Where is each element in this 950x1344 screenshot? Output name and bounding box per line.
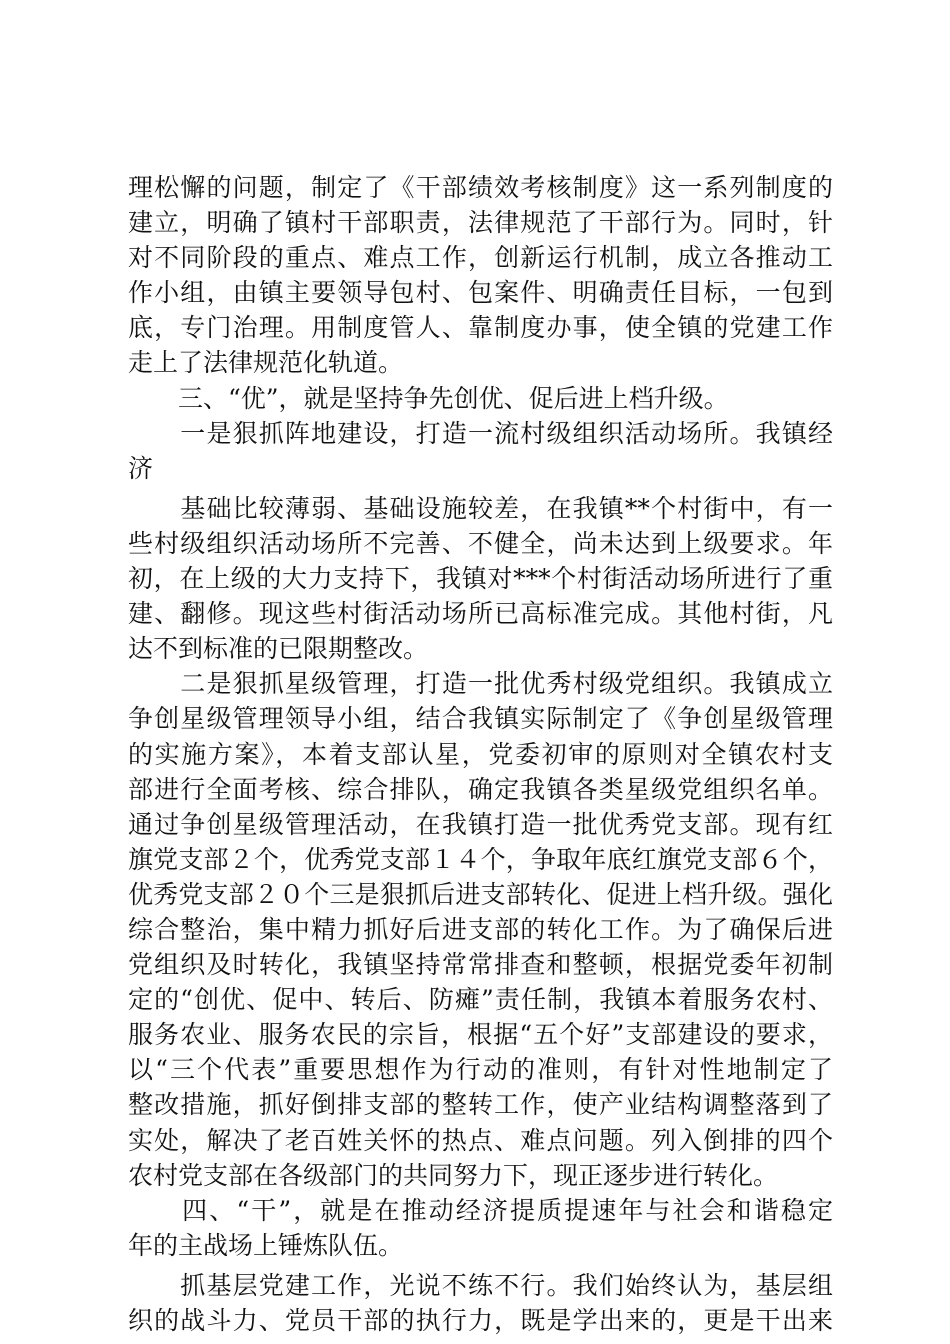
body-line: 走上了法律规范化轨道。	[128, 348, 404, 378]
body-line: 争创星级管理领导小组，结合我镇实际制定了《争创星级管理	[128, 704, 833, 734]
body-line: 抓基层党建工作，光说不练不行。我们始终认为，基层组	[128, 1270, 833, 1300]
body-line: 通过争创星级管理活动，在我镇打造一批优秀党支部。现有红	[128, 809, 833, 839]
body-line: 初，在上级的大力支持下，我镇对***个村街活动场所进行了重	[128, 564, 833, 594]
body-line: 定的“创优、促中、转后、防瘫”责任制，我镇本着服务农村、	[128, 985, 833, 1015]
body-line: 党组织及时转化，我镇坚持常常排查和整顿，根据党委年初制	[128, 950, 833, 980]
body-line: 织的战斗力、党员干部的执行力，既是学出来的，更是干出来	[128, 1306, 833, 1335]
body-line: 些村级组织活动场所不完善、不健全，尚未达到上级要求。年	[128, 528, 833, 558]
body-line: 二是狠抓星级管理，打造一批优秀村级党组织。我镇成立	[128, 669, 833, 699]
body-line: 底，专门治理。用制度管人、靠制度办事，使全镇的党建工作	[128, 313, 833, 343]
body-line: 的实施方案》，本着支部认星，党委初审的原则对全镇农村支	[128, 739, 833, 769]
body-line: 对不同阶段的重点、难点工作，创新运行机制，成立各推动工	[128, 243, 833, 273]
body-line: 作小组，由镇主要领导包村、包案件、明确责任目标，一包到	[128, 278, 833, 308]
body-line: 济	[128, 453, 154, 483]
body-line: 达不到标准的已限期整改。	[128, 634, 429, 664]
body-line: 建、翻修。现这些村街活动场所已高标准完成。其他村街，凡	[128, 599, 833, 629]
body-line: 综合整治，集中精力抓好后进支部的转化工作。为了确保后进	[128, 914, 833, 944]
body-line: 服务农业、服务农民的宗旨，根据“五个好”支部建设的要求，	[128, 1020, 833, 1050]
document-body	[128, 170, 833, 1338]
body-line: 农村党支部在各级部门的共同努力下，现正逐步进行转化。	[128, 1160, 779, 1190]
body-line: 旗党支部２个，优秀党支部１４个，争取年底红旗党支部６个，	[128, 844, 833, 874]
body-line: 以“三个代表”重要思想作为行动的准则，有针对性地制定了	[128, 1055, 833, 1085]
body-line: 一是狠抓阵地建设，打造一流村级组织活动场所。我镇经	[128, 418, 833, 448]
section-heading: 三、“优”，就是坚持争先创优、促后进上档升级。	[128, 383, 729, 413]
body-line: 部进行全面考核、综合排队，确定我镇各类星级党组织名单。	[128, 774, 833, 804]
body-line: 建立，明确了镇村干部职责，法律规范了干部行为。同时，针	[128, 208, 833, 238]
body-line: 基础比较薄弱、基础设施较差，在我镇**个村街中，有一	[128, 493, 833, 523]
body-line: 理松懈的问题，制定了《干部绩效考核制度》这一系列制度的	[128, 173, 833, 202]
body-line: 整改措施，抓好倒排支部的整转工作，使产业结构调整落到了	[128, 1090, 833, 1120]
body-line: 优秀党支部２０个三是狠抓后进支部转化、促进上档升级。强化	[128, 879, 833, 909]
body-line: 实处，解决了老百姓关怀的热点、难点问题。列入倒排的四个	[128, 1125, 833, 1155]
section-heading: 四、“干”，就是在推动经济提质提速年与社会和谐稳定	[128, 1195, 833, 1225]
section-heading: 年的主战场上锤炼队伍。	[128, 1230, 404, 1260]
